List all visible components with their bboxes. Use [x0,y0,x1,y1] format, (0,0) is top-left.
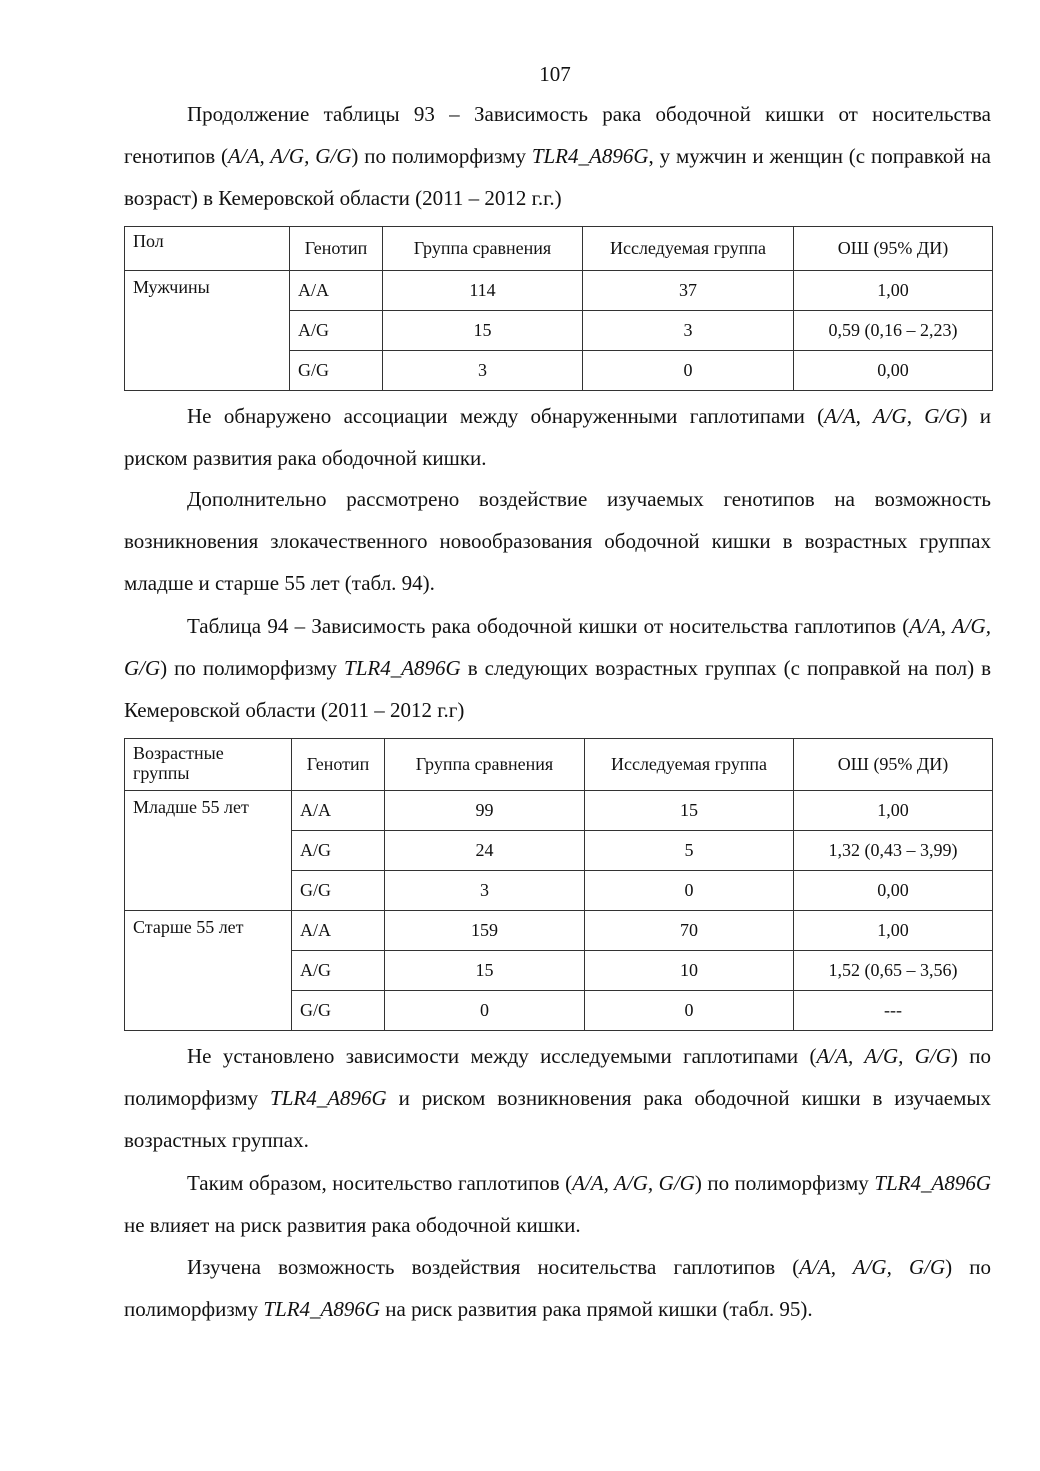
table-94-caption: Таблица 94 – Зависимость рака ободочной кишки от носительства гаплотипов (A/A, A/G, G/G) по полиморфизму TLR4_A896G в следующих возрастных группах (с поправкой на пол) в Кемеровской области (2011 – 2012 г.г) [124,614,991,722]
genotype-cell: G/G [292,991,385,1031]
genotype-cell: G/G [292,871,385,911]
header-cell: Возрастные группы [125,739,292,791]
table-row [125,911,993,951]
paragraph-no-association: Не обнаружено ассоциации между обнаруженными гаплотипами (A/A, A/G, G/G) и риском развития рака ободочной кишки. [124,404,991,470]
value-cell: 0,00 [794,351,993,391]
value-cell: 0 [583,351,794,391]
value-cell: 10 [585,951,794,991]
page-number: 107 [539,62,571,86]
header-cell: ОШ (95% ДИ) [794,227,993,271]
genotype-cell: A/G [292,951,385,991]
table-row [125,271,993,311]
value-cell: 0 [585,871,794,911]
group-label: Младше 55 лет [125,791,292,911]
value-cell: 1,32 (0,43 – 3,99) [794,831,993,871]
header-cell: Группа сравнения [383,227,583,271]
value-cell: 15 [383,311,583,351]
value-cell: 0 [585,991,794,1031]
paragraph-rectal: Изучена возможность воздействия носительства гаплотипов (A/A, A/G, G/G) по полиморфизму TLR4_A896G на риск развития рака прямой кишки (табл. 95). [124,1255,991,1321]
table-93 [124,226,993,391]
value-cell: 3 [383,351,583,391]
header-cell: Исследуемая группа [585,739,794,791]
value-cell: 1,00 [794,271,993,311]
value-cell: 70 [585,911,794,951]
table-93-caption: Продолжение таблицы 93 – Зависимость рака ободочной кишки от носительства генотипов (A/A, A/G, G/G) по полиморфизму TLR4_A896G, у мужчин и женщин (с поправкой на возраст) в Кемеровской области (2011 – 2012 г.г.) [124,102,991,210]
value-cell: 0,59 (0,16 – 2,23) [794,311,993,351]
value-cell: 3 [385,871,585,911]
genotype-cell: G/G [290,351,383,391]
table-row [125,791,993,831]
value-cell: 99 [385,791,585,831]
genotype-cell: A/A [290,271,383,311]
table-header-row [125,739,993,791]
table-header-row [125,227,993,271]
value-cell: 1,00 [794,911,993,951]
value-cell: 1,00 [794,791,993,831]
table-94 [124,738,993,1031]
paragraph-conclusion: Таким образом, носительство гаплотипов (A/A, A/G, G/G) по полиморфизму TLR4_A896G не влияет на риск развития рака ободочной кишки. [124,1171,991,1237]
genotype-cell: A/G [290,311,383,351]
header-cell: ОШ (95% ДИ) [794,739,993,791]
genotype-cell: A/G [292,831,385,871]
value-cell: 5 [585,831,794,871]
value-cell: 3 [583,311,794,351]
paragraph-additional: Дополнительно рассмотрено воздействие изучаемых генотипов на возможность возникновения злокачественного новообразования ободочной кишки в возрастных группах младше и старше 55 лет (табл. 94). [124,487,991,595]
group-label: Мужчины [125,271,290,391]
header-cell: Генотип [290,227,383,271]
genotype-cell: A/A [292,791,385,831]
value-cell: 0 [385,991,585,1031]
value-cell: 15 [385,951,585,991]
value-cell: 114 [383,271,583,311]
value-cell: 24 [385,831,585,871]
value-cell: 1,52 (0,65 – 3,56) [794,951,993,991]
value-cell: 159 [385,911,585,951]
header-cell: Группа сравнения [385,739,585,791]
value-cell: 15 [585,791,794,831]
value-cell: 0,00 [794,871,993,911]
value-cell: --- [794,991,993,1031]
value-cell: 37 [583,271,794,311]
paragraph-no-dependence: Не установлено зависимости между исследуемыми гаплотипами (A/A, A/G, G/G) по полиморфизму TLR4_A896G и риском возникновения рака ободочной кишки в изучаемых возрастных группах. [124,1044,992,1152]
header-cell: Исследуемая группа [583,227,794,271]
header-cell: Пол [125,227,290,271]
header-cell: Генотип [292,739,385,791]
genotype-cell: A/A [292,911,385,951]
group-label: Старше 55 лет [125,911,292,1031]
